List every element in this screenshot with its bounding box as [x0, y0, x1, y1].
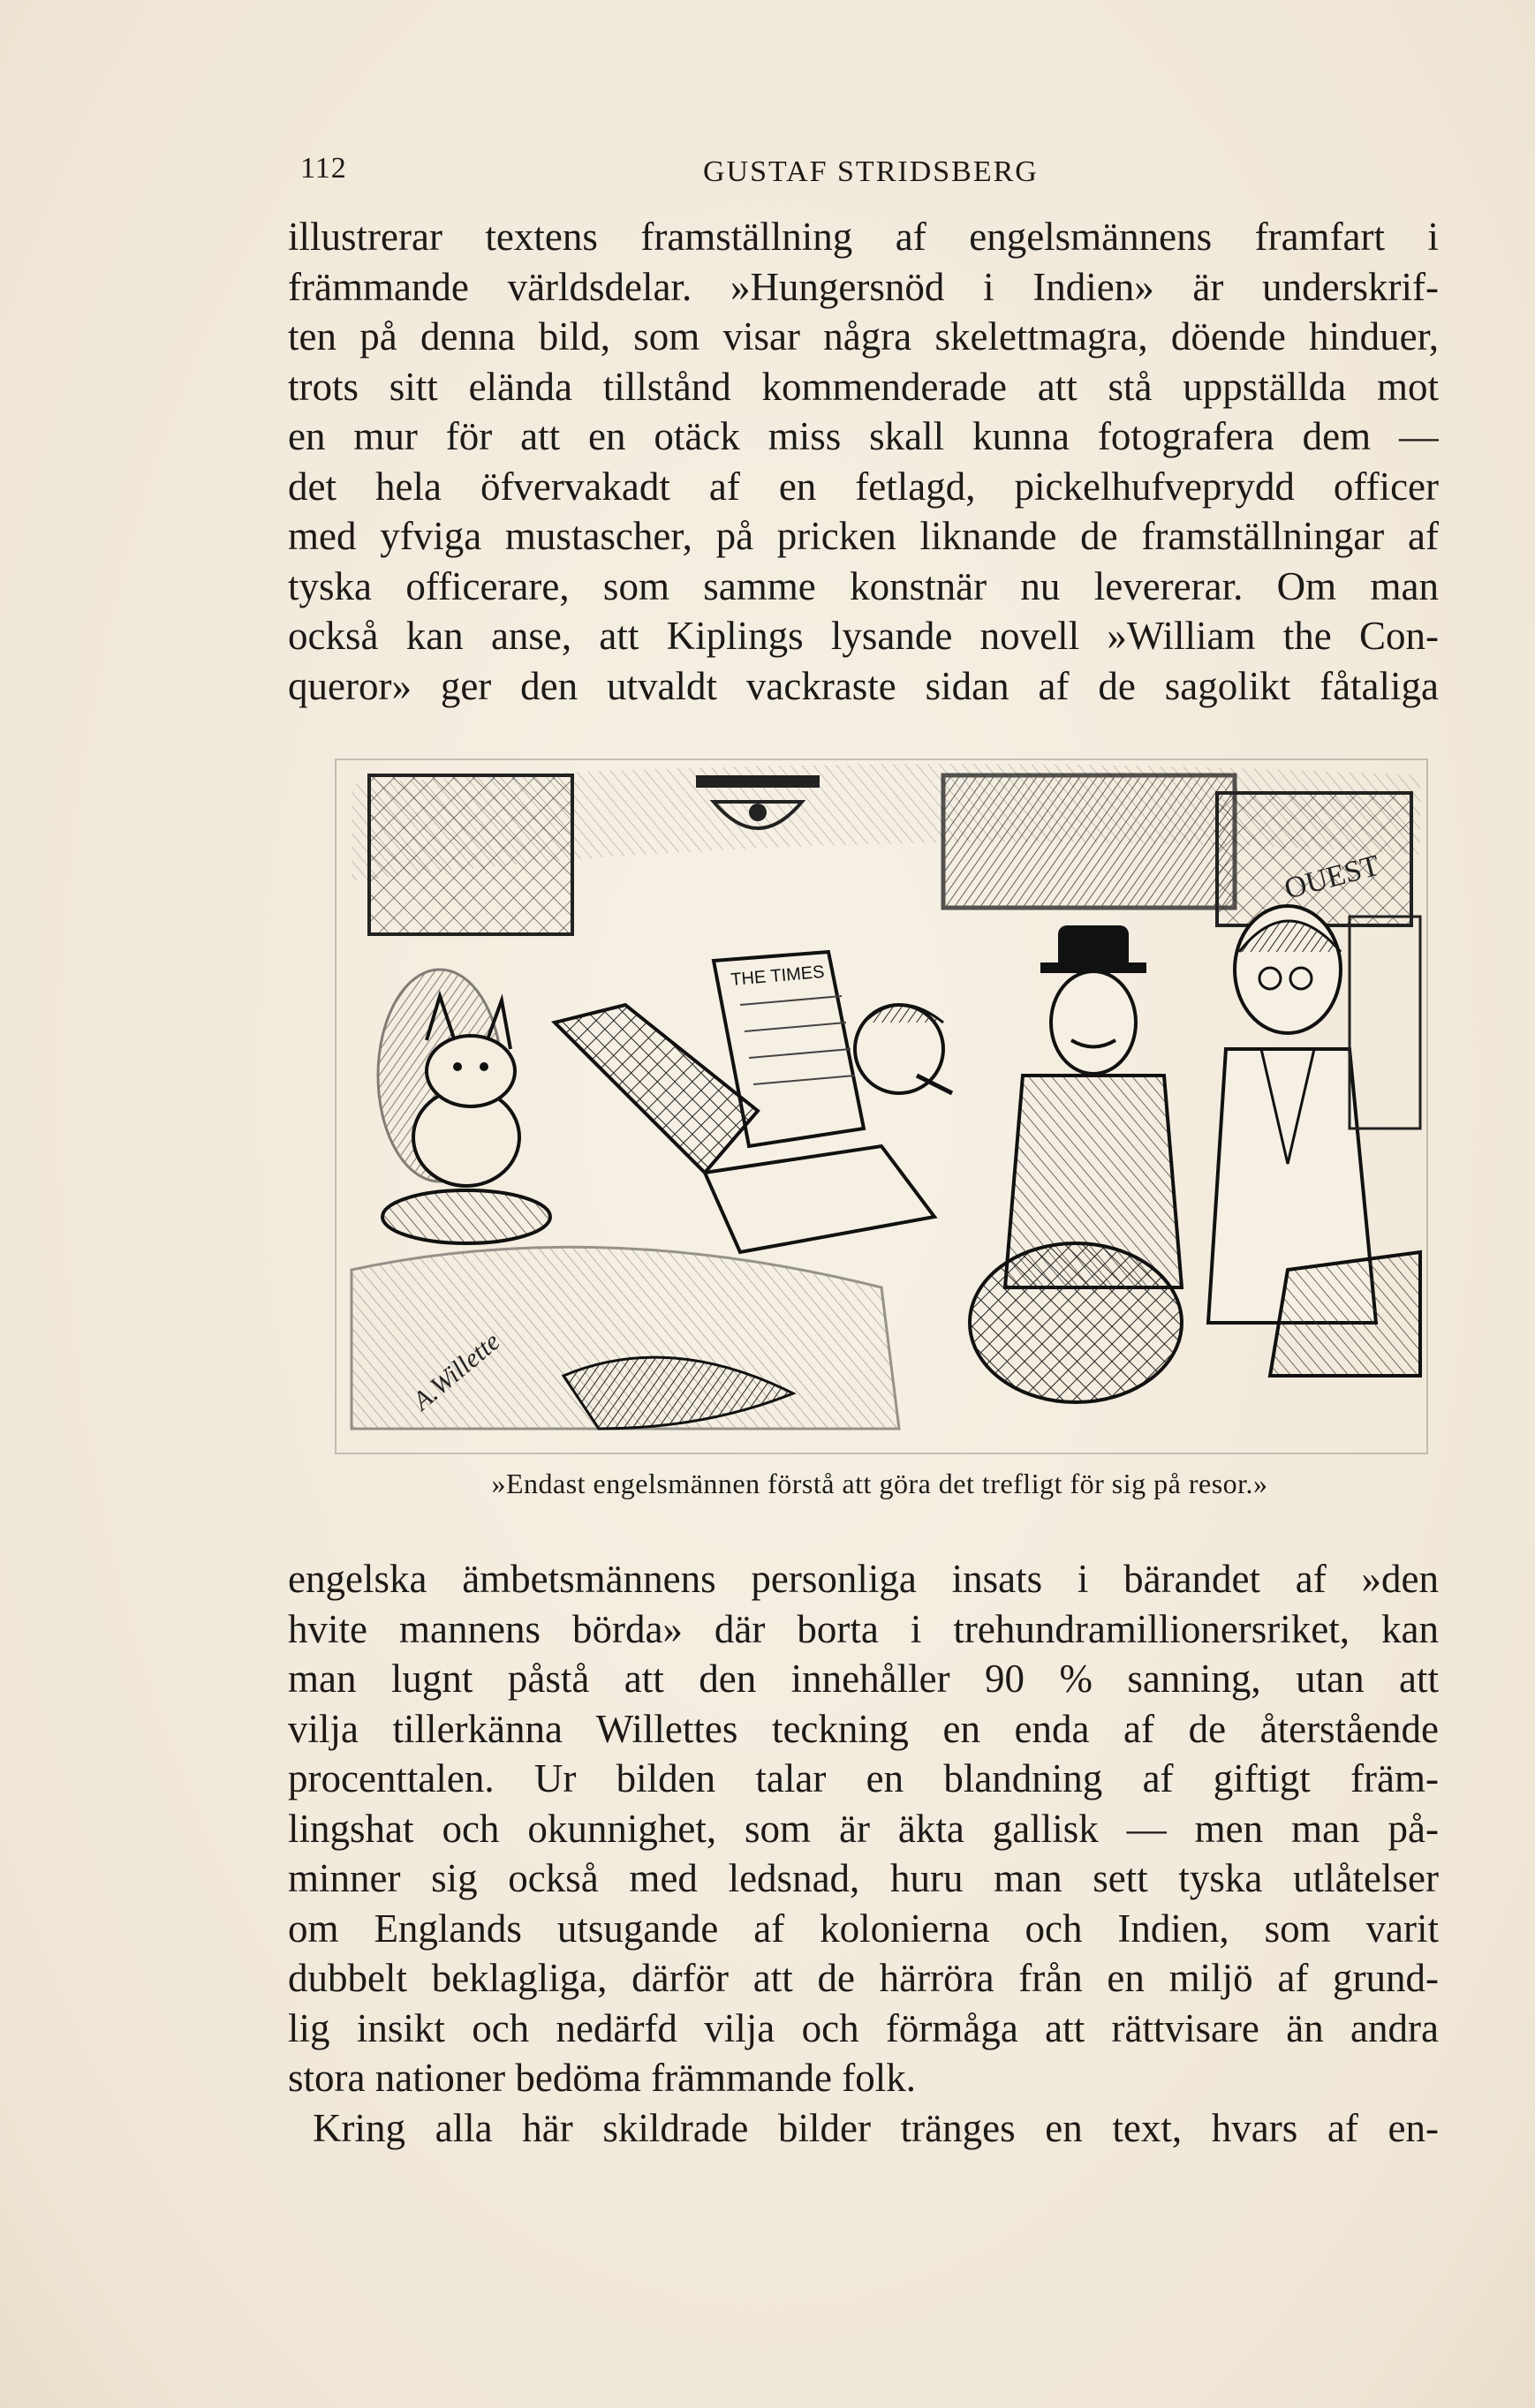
text-line: en mur för att en otäck miss skall kunna fotografera dem — [288, 414, 1439, 458]
text-line: tyska officerare, som samme konstnär nu levererar. Om man [288, 563, 1439, 608]
paragraph [288, 2103, 1439, 2154]
text-line: hvite mannens börda» där borta i trehundramillionersriket, kan [288, 1606, 1439, 1651]
luggage-rack-right [1217, 793, 1411, 925]
bag [1270, 1252, 1420, 1376]
text-line: trots sitt elända tillstånd kommenderade att stå uppställda mot [288, 364, 1439, 409]
text-line: lig insikt och nedärfd vilja och förmåga att rättvisare än andra [288, 2005, 1439, 2050]
artist-signature: A.Willette [407, 1326, 506, 1416]
text-line: stora nationer bedöma främmande folk. [288, 2056, 916, 2100]
paragraph [288, 1554, 1439, 2103]
basket [970, 1243, 1182, 1402]
page-header [0, 152, 1535, 196]
newspaper-title: THE TIMES [730, 962, 826, 990]
paragraph [288, 212, 1439, 711]
body-text-bottom [288, 1554, 1439, 2153]
text-line: främmande världsdelar. »Hungersnöd i Indien» är underskrif- [288, 264, 1439, 309]
luggage-label: OUEST [1281, 849, 1383, 906]
trunk [943, 775, 1235, 908]
text-line: queror» ger den utvaldt vackraste sidan af de sagolikt fåtaliga [288, 663, 1439, 708]
text-line: minner sig också med ledsnad, huru man sett tyska utlåtelser [288, 1856, 1439, 1900]
text-line: illustrerar textens framställning af engelsmännens framfart i [288, 215, 1439, 259]
running-title: GUSTAF STRIDSBERG [703, 155, 1039, 188]
page-number: 112 [300, 152, 347, 185]
text-line: ten på denna bild, som visar några skelettmagra, döende hinduer, [288, 314, 1439, 359]
text-line: man lugnt påstå att den innehåller 90 % sanning, utan att [288, 1657, 1439, 1701]
body-text-top [288, 212, 1439, 711]
text-line: dubbelt beklagliga, därför att de härröra från en miljö af grund- [288, 1956, 1439, 2000]
illustration [334, 758, 1429, 1455]
window [1350, 917, 1420, 1129]
man-in-bowler-hat [1005, 925, 1182, 1287]
text-line: Kring alla här skildrade bilder tränges en text, hvars af en- [313, 2105, 1439, 2150]
text-line: vilja tillerkänna Willettes teckning en enda af de återstående [288, 1706, 1439, 1751]
text-line: det hela öfvervakadt af en fetlagd, pickelhufveprydd officer [288, 464, 1439, 509]
text-line: lingshat och okunnighet, som är äkta gallisk — men man på- [288, 1806, 1439, 1851]
text-line: om Englands utsugande af kolonierna och Indien, som varit [288, 1906, 1439, 1951]
figure-caption: »Endast engelsmännen förstå att göra det trefligt för sig på resor.» [491, 1468, 1268, 1499]
luggage-rack-left [369, 775, 572, 934]
text-line: engelska ämbetsmännens personliga insats i bärandet af »den [288, 1557, 1439, 1601]
text-line: också kan anse, att Kiplings lysande novell »William the Con- [288, 614, 1439, 658]
text-line: med yfviga mustascher, på pricken liknande de framställningar af [288, 514, 1439, 558]
train-compartment-drawing [334, 758, 1429, 1455]
text-line: procenttalen. Ur bilden talar en blandning af giftigt främ- [288, 1756, 1439, 1800]
